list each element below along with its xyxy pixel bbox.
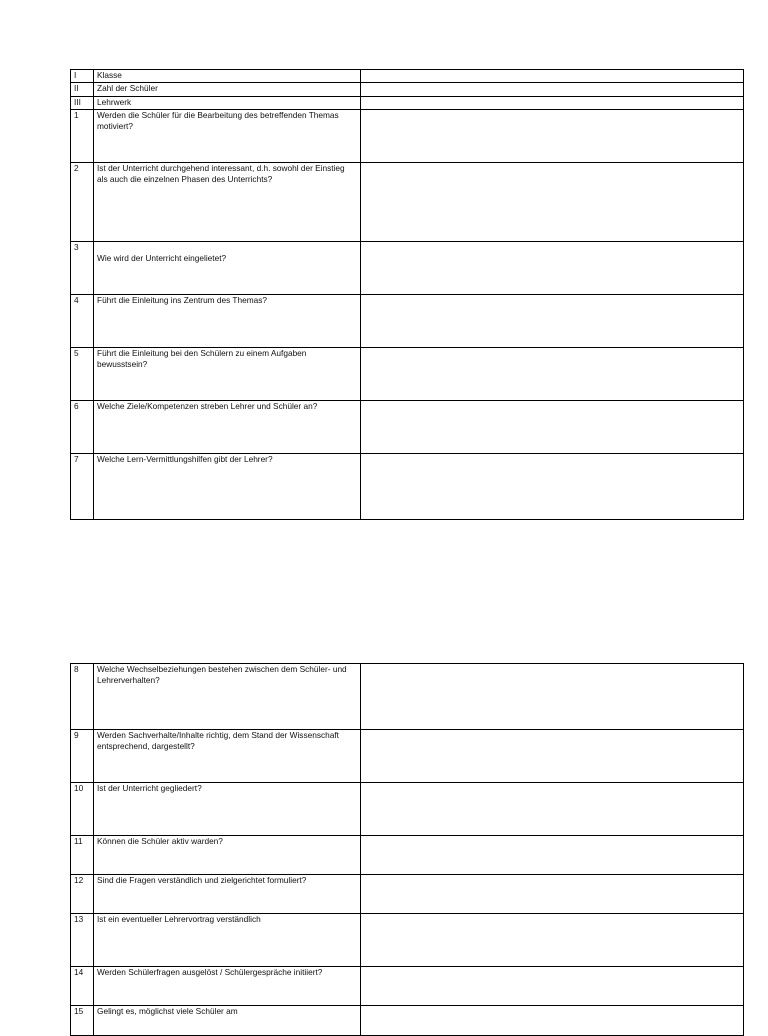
row-question: Welche Ziele/Kompetenzen streben Lehrer und Schüler an? — [94, 401, 361, 454]
row-number: 4 — [71, 295, 94, 348]
answer-cell[interactable] — [361, 1006, 744, 1036]
table-row — [71, 875, 744, 914]
row-number: 5 — [71, 348, 94, 401]
table-row — [71, 70, 744, 83]
answer-cell[interactable] — [361, 70, 744, 83]
row-number: III — [71, 97, 94, 110]
row-number: 12 — [71, 875, 94, 914]
row-question: Welche Lern-Vermittlungshilfen gibt der Lehrer? — [94, 454, 361, 520]
table-row — [71, 295, 744, 348]
table-row — [71, 401, 744, 454]
table-row — [71, 110, 744, 163]
row-number: 8 — [71, 664, 94, 730]
answer-cell[interactable] — [361, 836, 744, 875]
row-question: Zahl der Schüler — [94, 83, 361, 97]
row-number: 9 — [71, 730, 94, 783]
row-number: 15 — [71, 1006, 94, 1036]
answer-cell[interactable] — [361, 454, 744, 520]
answer-cell[interactable] — [361, 875, 744, 914]
row-number: 2 — [71, 163, 94, 242]
row-question: Welche Wechselbeziehungen bestehen zwischen dem Schüler- und Lehrerverhalten? — [94, 664, 361, 730]
table-row — [71, 967, 744, 1006]
table-row — [71, 836, 744, 875]
table-row — [71, 783, 744, 836]
table-row — [71, 454, 744, 520]
evaluation-table-2 — [70, 663, 744, 1036]
row-number: 1 — [71, 110, 94, 163]
evaluation-table-1 — [70, 69, 744, 520]
row-question: Lehrwerk — [94, 97, 361, 110]
row-number: 14 — [71, 967, 94, 1006]
row-number: 10 — [71, 783, 94, 836]
answer-cell[interactable] — [361, 783, 744, 836]
table-row — [71, 730, 744, 783]
row-question: Werden die Schüler für die Bearbeitung des betreffenden Themas motiviert? — [94, 110, 361, 163]
answer-cell[interactable] — [361, 914, 744, 967]
row-question: Können die Schüler aktiv warden? — [94, 836, 361, 875]
row-question: Führt die Einleitung ins Zentrum des Themas? — [94, 295, 361, 348]
table-row — [71, 242, 744, 295]
table-row — [71, 664, 744, 730]
row-number: 6 — [71, 401, 94, 454]
row-question: Ist der Unterricht gegliedert? — [94, 783, 361, 836]
answer-cell[interactable] — [361, 242, 744, 295]
row-number: 3 — [71, 242, 94, 295]
row-number: 7 — [71, 454, 94, 520]
answer-cell[interactable] — [361, 163, 744, 242]
answer-cell[interactable] — [361, 97, 744, 110]
table-row — [71, 348, 744, 401]
row-question: Ist ein eventueller Lehrervortrag verständlich — [94, 914, 361, 967]
row-question: Führt die Einleitung bei den Schülern zu einem Aufgaben bewusstsein? — [94, 348, 361, 401]
table-row — [71, 163, 744, 242]
table-row — [71, 97, 744, 110]
row-question: Werden Schülerfragen ausgelöst / Schülergespräche initiiert? — [94, 967, 361, 1006]
row-question: Wie wird der Unterricht eingelietet? — [97, 253, 227, 263]
row-question: Klasse — [94, 70, 361, 83]
row-number: II — [71, 83, 94, 97]
answer-cell[interactable] — [361, 83, 744, 97]
answer-cell[interactable] — [361, 730, 744, 783]
table-row — [71, 1006, 744, 1036]
answer-cell[interactable] — [361, 664, 744, 730]
table-row — [71, 83, 744, 97]
row-question: Werden Sachverhalte/Inhalte richtig, dem Stand der Wissenschaft entsprechend, dargestellt? — [94, 730, 361, 783]
row-number: I — [71, 70, 94, 83]
row-number: 13 — [71, 914, 94, 967]
row-question: Ist der Unterricht durchgehend interessant, d.h. sowohl der Einstieg als auch die einzelnen Phasen des Unterrichts? — [94, 163, 361, 242]
answer-cell[interactable] — [361, 401, 744, 454]
row-question: Sind die Fragen verständlich und zielgerichtet formuliert? — [94, 875, 361, 914]
answer-cell[interactable] — [361, 967, 744, 1006]
row-number: 11 — [71, 836, 94, 875]
answer-cell[interactable] — [361, 348, 744, 401]
answer-cell[interactable] — [361, 295, 744, 348]
answer-cell[interactable] — [361, 110, 744, 163]
table-row — [71, 914, 744, 967]
row-question: Gelingt es, möglichst viele Schüler am — [94, 1006, 361, 1036]
